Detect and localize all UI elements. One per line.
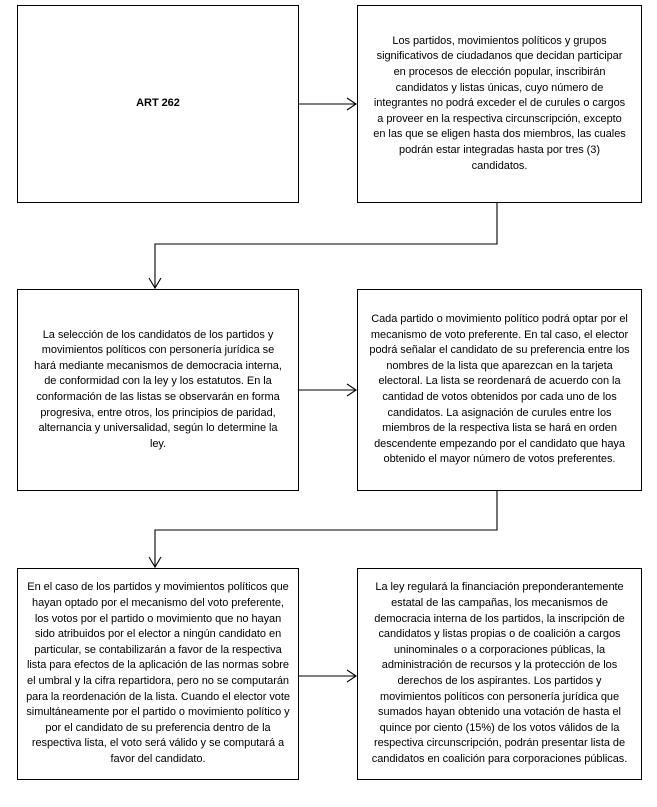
arrow-bottom-left-to-bottom-right bbox=[299, 670, 356, 682]
box-bottom-left-text: En el caso de los partidos y movimientos políticos que hayan optado por el mecanismo del voto preferente, los votos por el partido o movimiento que no hayan sido atribuidos por el elector a ningún candidato en particular, se contabilizarán a favor de la respectiva lista para efectos de la aplicación de las normas sobre el umbral y la cifra repartidora, pero no se computarán para la reordenación de la lista. Cuando el elector vote simultáneamente por el partido o movimiento político y por el candidato de su preferencia dentro de la respectiva lista, el voto será válido y se computará a favor del candidato. bbox=[26, 581, 290, 765]
box-middle-right-text: Cada partido o movimiento político podrá optar por el mecanismo de voto preferente. En tal caso, el elector podrá señalar el candidato de su preferencia entre los nombres de la lista que aparezcan en la tarjeta electoral. La lista se reordenará de acuerdo con la cantidad de votos obtenidos por cada uno de los candidatos. La asignación de curules entre los miembros de la respectiva lista se hará en orden descendente empezando por el candidato que haya obtenido el mayor número de votos preferentes. bbox=[369, 313, 630, 466]
arrow-middle-left-to-middle-right bbox=[299, 384, 356, 396]
box-top-right-text: Los partidos, movimientos políticos y grupos significativos de ciudadanos que decidan participar en procesos de elección popular, inscribirán candidatos y listas únicas, cuyo número de integrantes no podrá exceder el de curules o cargos a proveer en la respectiva circunscripción, excepto en las que se eligen hasta dos miembros, las cuales podrán estar integradas hasta por tres (3) candidatos. bbox=[373, 34, 626, 172]
box-middle-left-text: La selección de los candidatos de los partidos y movimientos políticos con personería jurídica se hará mediante mecanismos de democracia interna, de conformidad con la ley y los estatutos. En la conformación de las listas se observarán en forma progresiva, entre otros, los principios de paridad, alternancia y universalidad, según lo determine la ley. bbox=[34, 328, 282, 450]
art-title: ART 262 bbox=[136, 97, 180, 110]
arrow-top-right-to-middle-left bbox=[149, 203, 497, 288]
arrow-art-to-top-right bbox=[299, 98, 356, 110]
box-bottom-right-text: La ley regulará la financiación preponderantemente estatal de las campañas, los mecanismos de democracia interna de los partidos, la inscripción de candidatos y listas propias o de coalición a cargos uninominales o a corporaciones públicas, la administración de recursos y la protección de los derechos de los aspirantes. Los partidos y movimientos políticos con personería jurídica que sumados hayan obtenido una votación de hasta el quince por ciento (15%) de los votos válidos de la respectiva circunscripción, podrán presentar lista de candidatos en coalición para corporaciones públicas. bbox=[371, 581, 628, 765]
arrow-middle-right-to-bottom-left bbox=[149, 491, 497, 567]
